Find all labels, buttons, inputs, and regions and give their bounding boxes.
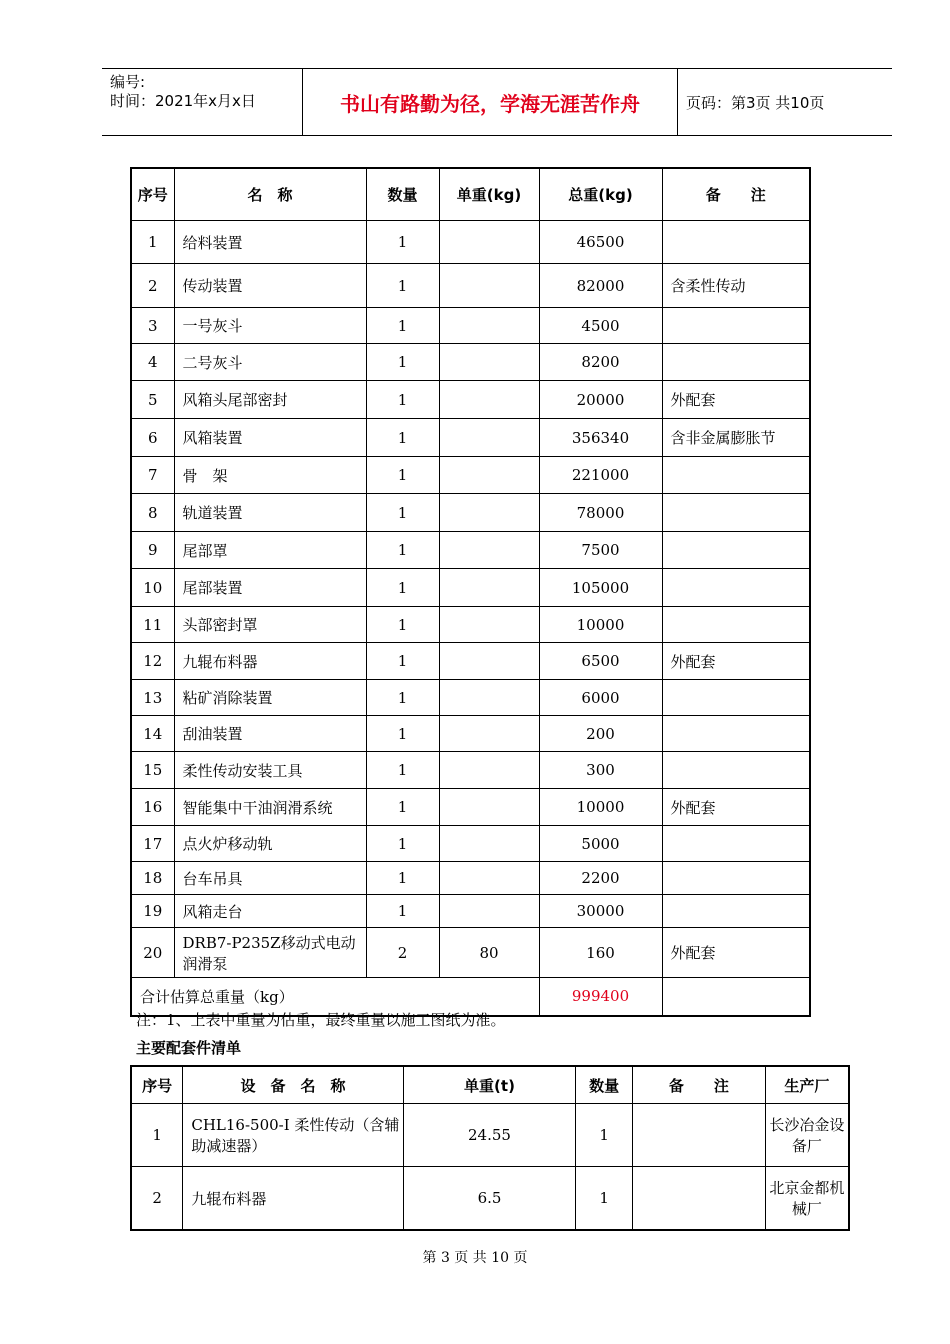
row-remark (662, 607, 810, 643)
row-remark: 外配套 (662, 789, 810, 826)
parts-header-row (131, 1066, 849, 1104)
page-footer: 第 3 页 共 10 页 (422, 1250, 528, 1266)
row-qty: 1 (366, 494, 439, 532)
parts-row (131, 1167, 849, 1231)
parts-seq: 2 (131, 1167, 183, 1231)
row-remark (662, 532, 810, 569)
row-name: 尾部装置 (174, 569, 366, 607)
row-qty: 1 (366, 264, 439, 308)
row-seq: 16 (131, 789, 174, 826)
table-row (131, 221, 810, 264)
row-total-weight: 2200 (539, 862, 662, 895)
row-seq: 8 (131, 494, 174, 532)
table-row (131, 569, 810, 607)
row-total-weight: 5000 (539, 826, 662, 862)
table-row (131, 716, 810, 752)
row-seq: 9 (131, 532, 174, 569)
header-meta (102, 69, 303, 135)
row-name: 骨 架 (174, 457, 366, 494)
row-total-weight: 20000 (539, 381, 662, 419)
row-total-weight: 160 (539, 928, 662, 978)
col-name: 名 称 (174, 168, 366, 221)
parts-maker: 长沙冶金设备厂 (765, 1104, 849, 1167)
row-unit-weight (439, 344, 539, 381)
row-name: 一号灰斗 (174, 308, 366, 344)
row-unit-weight (439, 532, 539, 569)
row-total-weight: 78000 (539, 494, 662, 532)
table-row (131, 532, 810, 569)
table-row (131, 264, 810, 308)
row-qty: 1 (366, 457, 439, 494)
row-remark (662, 895, 810, 928)
row-seq: 19 (131, 895, 174, 928)
parts-maker: 北京金都机械厂 (765, 1167, 849, 1231)
table-row (131, 419, 810, 457)
row-remark (662, 221, 810, 264)
row-name: 轨道装置 (174, 494, 366, 532)
table-row (131, 680, 810, 716)
row-qty: 1 (366, 419, 439, 457)
row-remark (662, 344, 810, 381)
row-seq: 5 (131, 381, 174, 419)
row-total-weight: 356340 (539, 419, 662, 457)
row-total-weight: 6000 (539, 680, 662, 716)
row-name: 二号灰斗 (174, 344, 366, 381)
weight-table (130, 167, 811, 1017)
row-seq: 14 (131, 716, 174, 752)
row-qty: 1 (366, 308, 439, 344)
parts-table-body (131, 1104, 849, 1231)
row-remark (662, 494, 810, 532)
row-unit-weight (439, 607, 539, 643)
parts-seq: 1 (131, 1104, 183, 1167)
row-seq: 1 (131, 221, 174, 264)
row-seq: 13 (131, 680, 174, 716)
row-remark: 含柔性传动 (662, 264, 810, 308)
row-unit-weight (439, 381, 539, 419)
weight-table-body (131, 221, 810, 978)
row-name: 风箱装置 (174, 419, 366, 457)
row-total-weight: 7500 (539, 532, 662, 569)
table-header-row (131, 168, 810, 221)
header-slogan: 书山有路勤为径，学海无涯苦作舟 (303, 69, 678, 135)
parts-weight: 6.5 (403, 1167, 575, 1231)
row-total-weight: 300 (539, 752, 662, 789)
row-unit-weight: 80 (439, 928, 539, 978)
row-remark (662, 752, 810, 789)
row-total-weight: 8200 (539, 344, 662, 381)
parts-remark (633, 1167, 766, 1231)
row-unit-weight (439, 419, 539, 457)
row-remark (662, 826, 810, 862)
row-unit-weight (439, 494, 539, 532)
row-name: 风箱走台 (174, 895, 366, 928)
row-qty: 1 (366, 862, 439, 895)
row-seq: 17 (131, 826, 174, 862)
row-unit-weight (439, 264, 539, 308)
col-total-weight: 总重(kg) (539, 168, 662, 221)
row-qty: 1 (366, 826, 439, 862)
parts-weight: 24.55 (403, 1104, 575, 1167)
row-unit-weight (439, 752, 539, 789)
row-unit-weight (439, 457, 539, 494)
header-page-info: 页码：第3页 共10页 (686, 93, 825, 112)
row-seq: 15 (131, 752, 174, 789)
note: 注：1、上表中重量为估重，最终重量以施工图纸为准。 (136, 1011, 506, 1029)
table-row (131, 381, 810, 419)
row-total-weight: 10000 (539, 789, 662, 826)
col-remark: 备 注 (662, 168, 810, 221)
row-qty: 1 (366, 607, 439, 643)
row-total-weight: 10000 (539, 607, 662, 643)
row-remark: 外配套 (662, 643, 810, 680)
row-seq: 4 (131, 344, 174, 381)
row-seq: 6 (131, 419, 174, 457)
col-qty: 数量 (366, 168, 439, 221)
time-label: 时间：2021年x月x日 (110, 92, 256, 110)
row-remark: 外配套 (662, 928, 810, 978)
row-remark: 含非金属膨胀节 (662, 419, 810, 457)
row-total-weight: 221000 (539, 457, 662, 494)
row-total-weight: 46500 (539, 221, 662, 264)
row-total-weight: 6500 (539, 643, 662, 680)
parts-col-seq: 序号 (131, 1066, 183, 1104)
table-row (131, 494, 810, 532)
row-remark: 外配套 (662, 381, 810, 419)
row-name: 点火炉移动轨 (174, 826, 366, 862)
row-seq: 2 (131, 264, 174, 308)
row-unit-weight (439, 569, 539, 607)
col-unit-weight: 单重(kg) (439, 168, 539, 221)
row-unit-weight (439, 308, 539, 344)
row-seq: 10 (131, 569, 174, 607)
row-total-weight: 82000 (539, 264, 662, 308)
row-seq: 11 (131, 607, 174, 643)
parts-col-remark: 备 注 (633, 1066, 766, 1104)
row-qty: 1 (366, 381, 439, 419)
row-name: 尾部罩 (174, 532, 366, 569)
parts-name: 九辊布料器 (183, 1167, 403, 1231)
parts-row (131, 1104, 849, 1167)
row-name: 刮油装置 (174, 716, 366, 752)
row-seq: 7 (131, 457, 174, 494)
row-total-weight: 4500 (539, 308, 662, 344)
parts-col-name: 设 备 名 称 (183, 1066, 403, 1104)
row-unit-weight (439, 716, 539, 752)
page-header (102, 68, 892, 136)
row-unit-weight (439, 221, 539, 264)
col-seq: 序号 (131, 168, 174, 221)
row-qty: 2 (366, 928, 439, 978)
row-remark (662, 308, 810, 344)
row-unit-weight (439, 680, 539, 716)
row-remark (662, 457, 810, 494)
table-row (131, 308, 810, 344)
row-total-weight: 30000 (539, 895, 662, 928)
row-unit-weight (439, 895, 539, 928)
table-row (131, 928, 810, 978)
row-remark (662, 680, 810, 716)
row-remark (662, 716, 810, 752)
row-name: 风箱头尾部密封 (174, 381, 366, 419)
row-name: 粘矿消除装置 (174, 680, 366, 716)
table-row (131, 344, 810, 381)
row-qty: 1 (366, 680, 439, 716)
subtitle: 主要配套件清单 (136, 1039, 242, 1057)
row-qty: 1 (366, 789, 439, 826)
row-remark (662, 862, 810, 895)
total-label: 合计估算总重量（kg） (131, 978, 539, 1016)
table-row (131, 862, 810, 895)
row-unit-weight (439, 862, 539, 895)
parts-remark (633, 1104, 766, 1167)
code-label: 编号: (110, 73, 146, 91)
total-value: 999400 (539, 978, 662, 1016)
row-name: 柔性传动安装工具 (174, 752, 366, 789)
row-seq: 20 (131, 928, 174, 978)
parts-qty: 1 (576, 1104, 633, 1167)
row-qty: 1 (366, 532, 439, 569)
row-qty: 1 (366, 752, 439, 789)
row-total-weight: 200 (539, 716, 662, 752)
parts-table (130, 1065, 850, 1231)
parts-col-qty: 数量 (576, 1066, 633, 1104)
row-name: DRB7-P235Z移动式电动润滑泵 (174, 928, 366, 978)
table-row (131, 643, 810, 680)
row-seq: 18 (131, 862, 174, 895)
row-name: 头部密封罩 (174, 607, 366, 643)
parts-col-weight: 单重(t) (403, 1066, 575, 1104)
row-name: 台车吊具 (174, 862, 366, 895)
row-qty: 1 (366, 643, 439, 680)
row-seq: 12 (131, 643, 174, 680)
row-name: 传动装置 (174, 264, 366, 308)
table-row (131, 457, 810, 494)
row-qty: 1 (366, 569, 439, 607)
row-qty: 1 (366, 716, 439, 752)
table-row (131, 895, 810, 928)
row-name: 给料装置 (174, 221, 366, 264)
parts-name: CHL16-500-Ⅰ 柔性传动（含辅助减速器） (183, 1104, 403, 1167)
row-name: 九辊布料器 (174, 643, 366, 680)
row-qty: 1 (366, 221, 439, 264)
row-seq: 3 (131, 308, 174, 344)
table-row (131, 752, 810, 789)
row-unit-weight (439, 789, 539, 826)
table-row (131, 789, 810, 826)
row-unit-weight (439, 643, 539, 680)
table-row (131, 607, 810, 643)
parts-col-maker: 生产厂 (765, 1066, 849, 1104)
parts-qty: 1 (576, 1167, 633, 1231)
row-remark (662, 569, 810, 607)
row-qty: 1 (366, 344, 439, 381)
table-row (131, 826, 810, 862)
row-name: 智能集中干油润滑系统 (174, 789, 366, 826)
total-remark (662, 978, 810, 1016)
row-qty: 1 (366, 895, 439, 928)
row-total-weight: 105000 (539, 569, 662, 607)
row-unit-weight (439, 826, 539, 862)
